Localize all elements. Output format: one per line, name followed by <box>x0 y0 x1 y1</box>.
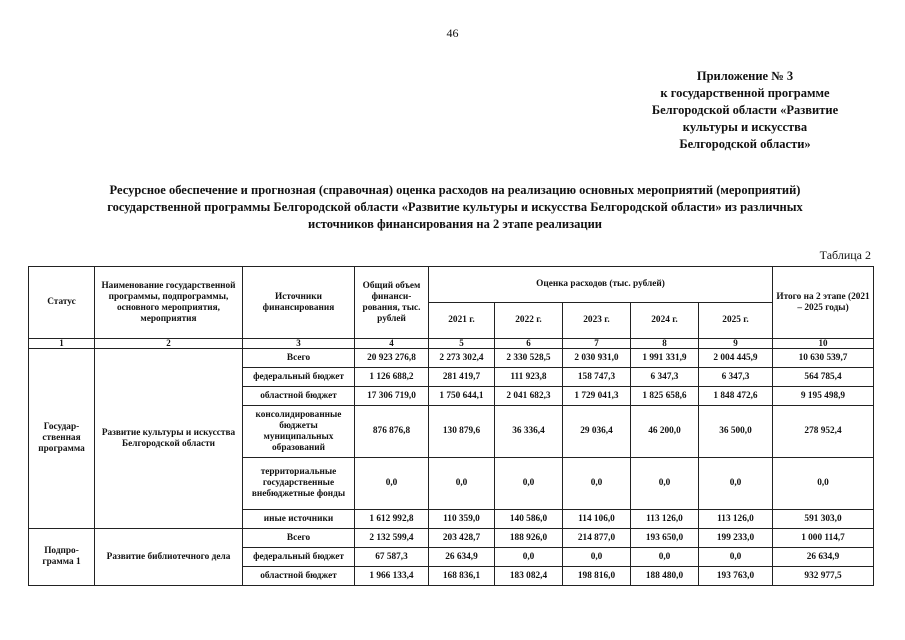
row-value: 1 825 658,6 <box>631 387 699 406</box>
title-line: Ресурсное обеспечение и прогнозная (справочная) оценка расходов на реализацию основных мероприятий (мероприятий) <box>109 183 801 197</box>
row-value: 1 126 688,2 <box>355 368 429 387</box>
appendix-line: Приложение № 3 <box>696 69 794 83</box>
row-value: 130 879,6 <box>429 406 495 458</box>
row-source: иные источники <box>243 510 355 529</box>
header-name: Наименование государственной программы, подпрограммы, основного мероприятия, мероприятия <box>95 267 243 339</box>
row-value: 17 306 719,0 <box>355 387 429 406</box>
table-row <box>29 349 874 368</box>
row-value: 26 634,9 <box>429 548 495 567</box>
row-value: 67 587,3 <box>355 548 429 567</box>
row-value: 0,0 <box>631 548 699 567</box>
row-source: федеральный бюджет <box>243 548 355 567</box>
row-value: 0,0 <box>699 548 773 567</box>
row-value: 168 836,1 <box>429 567 495 586</box>
row-value: 29 036,4 <box>563 406 631 458</box>
row-value: 193 650,0 <box>631 529 699 548</box>
page-number: 46 <box>446 26 459 40</box>
table-label: Таблица 2 <box>819 248 871 262</box>
title-line: источников финансирования на 2 этапе реализации <box>308 217 602 231</box>
row-value: 193 763,0 <box>699 567 773 586</box>
row-value: 10 630 539,7 <box>773 349 874 368</box>
resource-table <box>28 266 874 586</box>
row-value: 281 419,7 <box>429 368 495 387</box>
row-value: 203 428,7 <box>429 529 495 548</box>
row-value: 1 991 331,9 <box>631 349 699 368</box>
row-value: 113 126,0 <box>699 510 773 529</box>
row-source: территориальные государственные внебюджетные фонды <box>243 458 355 510</box>
appendix-line: к государственной программе <box>660 86 830 100</box>
row-value: 114 106,0 <box>563 510 631 529</box>
row-value: 9 195 498,9 <box>773 387 874 406</box>
row-value: 0,0 <box>495 458 563 510</box>
row-value: 0,0 <box>495 548 563 567</box>
document-title <box>30 182 880 233</box>
row-value: 1 750 644,1 <box>429 387 495 406</box>
header-year: 2022 г. <box>495 303 563 339</box>
row-source: областной бюджет <box>243 567 355 586</box>
row-value: 1 000 114,7 <box>773 529 874 548</box>
row-program-name: Развитие библиотечного дела <box>95 529 243 586</box>
row-value: 2 041 682,3 <box>495 387 563 406</box>
row-value: 199 233,0 <box>699 529 773 548</box>
row-value: 591 303,0 <box>773 510 874 529</box>
header-status: Статус <box>29 267 95 339</box>
column-number-row <box>29 339 874 349</box>
row-value: 1 729 041,3 <box>563 387 631 406</box>
row-value: 0,0 <box>563 548 631 567</box>
row-value: 2 132 599,4 <box>355 529 429 548</box>
row-value: 113 126,0 <box>631 510 699 529</box>
row-value: 36 336,4 <box>495 406 563 458</box>
header-year: 2023 г. <box>563 303 631 339</box>
row-source: Всего <box>243 349 355 368</box>
row-value: 1 966 133,4 <box>355 567 429 586</box>
row-value: 932 977,5 <box>773 567 874 586</box>
column-number: 10 <box>773 339 874 349</box>
column-number: 9 <box>699 339 773 349</box>
row-value: 0,0 <box>429 458 495 510</box>
column-number: 7 <box>563 339 631 349</box>
row-value: 140 586,0 <box>495 510 563 529</box>
row-source: федеральный бюджет <box>243 368 355 387</box>
row-value: 1 848 472,6 <box>699 387 773 406</box>
appendix-line: Белгородской области «Развитие <box>651 103 839 117</box>
row-value: 188 926,0 <box>495 529 563 548</box>
row-value: 46 200,0 <box>631 406 699 458</box>
row-value: 110 359,0 <box>429 510 495 529</box>
row-value: 198 816,0 <box>563 567 631 586</box>
row-value: 0,0 <box>355 458 429 510</box>
header-year: 2024 г. <box>631 303 699 339</box>
header-year: 2021 г. <box>429 303 495 339</box>
row-value: 0,0 <box>773 458 874 510</box>
row-value: 1 612 992,8 <box>355 510 429 529</box>
row-value: 214 877,0 <box>563 529 631 548</box>
row-value: 0,0 <box>699 458 773 510</box>
column-number: 1 <box>29 339 95 349</box>
row-value: 2 030 931,0 <box>563 349 631 368</box>
row-value: 26 634,9 <box>773 548 874 567</box>
row-source: консолидированные бюджеты муниципальных образований <box>243 406 355 458</box>
row-value: 2 273 302,4 <box>429 349 495 368</box>
row-value: 278 952,4 <box>773 406 874 458</box>
appendix-line: Белгородской области» <box>679 137 811 151</box>
column-number: 3 <box>243 339 355 349</box>
appendix-block <box>620 68 870 153</box>
row-value: 6 347,3 <box>699 368 773 387</box>
table-row <box>29 529 874 548</box>
row-status: Подпро-грамма 1 <box>29 529 95 586</box>
row-value: 564 785,4 <box>773 368 874 387</box>
row-value: 111 923,8 <box>495 368 563 387</box>
header-total-volume: Общий объем финанси-рования, тыс. рублей <box>355 267 429 339</box>
header-estimate: Оценка расходов (тыс. рублей) <box>429 267 773 303</box>
row-value: 0,0 <box>563 458 631 510</box>
column-number: 6 <box>495 339 563 349</box>
column-number: 4 <box>355 339 429 349</box>
header-total-stage: Итого на 2 этапе (2021 – 2025 годы) <box>773 267 874 339</box>
appendix-line: культуры и искусства <box>682 120 808 134</box>
column-number: 5 <box>429 339 495 349</box>
row-value: 36 500,0 <box>699 406 773 458</box>
row-value: 876 876,8 <box>355 406 429 458</box>
row-value: 2 330 528,5 <box>495 349 563 368</box>
header-sources: Источники финансирования <box>243 267 355 339</box>
row-value: 158 747,3 <box>563 368 631 387</box>
row-status: Государ-ственная программа <box>29 349 95 529</box>
title-line: государственной программы Белгородской области «Развитие культуры и искусства Белгородской области» из различных <box>107 200 803 214</box>
header-year: 2025 г. <box>699 303 773 339</box>
row-value: 183 082,4 <box>495 567 563 586</box>
column-number: 2 <box>95 339 243 349</box>
row-source: областной бюджет <box>243 387 355 406</box>
row-program-name: Развитие культуры и искусства Белгородской области <box>95 349 243 529</box>
row-value: 0,0 <box>631 458 699 510</box>
row-value: 6 347,3 <box>631 368 699 387</box>
row-value: 2 004 445,9 <box>699 349 773 368</box>
row-value: 20 923 276,8 <box>355 349 429 368</box>
row-value: 188 480,0 <box>631 567 699 586</box>
row-source: Всего <box>243 529 355 548</box>
column-number: 8 <box>631 339 699 349</box>
